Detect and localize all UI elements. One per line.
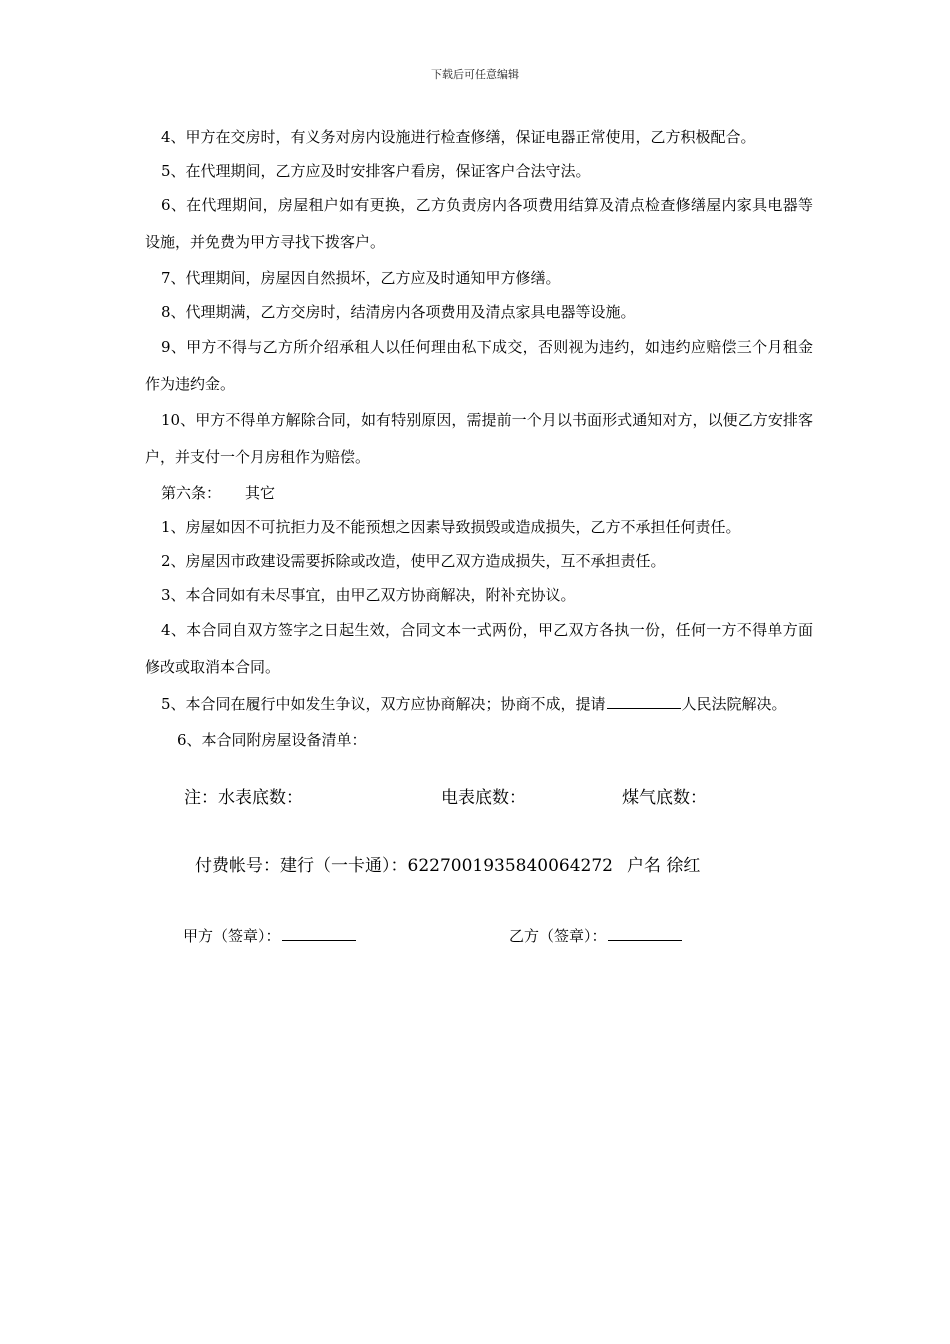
party-a-label: 甲方（签章）： (183, 927, 281, 945)
clause-5: 5、在代理期间，乙方应及时安排客户看房，保证客户合法守法。 (161, 162, 591, 180)
article-6-heading: 第六条： (161, 484, 222, 502)
item-5-text-before: 5、本合同在履行中如发生争议，双方应协商解决；协商不成，提请 (161, 695, 606, 713)
water-meter-label: 注：水表底数： (184, 788, 303, 808)
contract-body (145, 120, 813, 757)
article-6-item-6: 6、本合同附房屋设备清单： (177, 731, 367, 749)
clause-8: 8、代理期满，乙方交房时，结清房内各项费用及清点家具电器等设施。 (161, 303, 636, 321)
account-label: 付费帐号：建行（一卡通）：6227001935840064272 (195, 856, 614, 876)
article-6-item-2: 2、房屋因市政建设需要拆除或改造，使甲乙双方造成损失，互不承担责任。 (161, 552, 666, 570)
item-5-text-after: 人民法院解决。 (681, 695, 787, 713)
account-holder: 户名 徐红 (627, 856, 701, 876)
electric-meter-label: 电表底数： (441, 788, 526, 808)
clause-10: 10、甲方不得单方解除合同，如有特别原因，需提前一个月以书面形式通知对方，以便乙方安排客户，并支付一个月房租作为赔偿。 (145, 411, 813, 466)
article-6-item-5 (145, 686, 813, 723)
payment-account (195, 854, 700, 878)
party-a-signature (183, 922, 357, 948)
clause-4: 4、甲方在交房时，有义务对房内设施进行检查修缮，保证电器正常使用，乙方积极配合。 (161, 128, 756, 146)
article-6-item-1: 1、房屋如因不可抗拒力及不能预想之因素导致损毁或造成损失，乙方不承担任何责任。 (161, 518, 741, 536)
gas-meter-label: 煤气底数： (622, 788, 707, 808)
article-6-item-3: 3、本合同如有未尽事宜，由甲乙双方协商解决，附补充协议。 (161, 586, 576, 604)
clause-9: 9、甲方不得与乙方所介绍承租人以任何理由私下成交，否则视为违约，如违约应赔偿三个月租金作为违约金。 (145, 338, 813, 393)
article-6-title: 其它 (245, 484, 276, 502)
party-b-signature (509, 922, 683, 948)
clause-7: 7、代理期间，房屋因自然损坏，乙方应及时通知甲方修缮。 (161, 269, 561, 287)
court-blank (607, 690, 681, 709)
article-6-heading-row (145, 476, 813, 510)
party-b-label: 乙方（签章）： (509, 927, 607, 945)
party-b-blank (608, 922, 682, 941)
party-a-blank (282, 922, 356, 941)
clause-6: 6、在代理期间，房屋租户如有更换，乙方负责房内各项费用结算及清点检查修缮屋内家具电器等设施，并免费为甲方寻找下拨客户。 (145, 196, 813, 251)
article-6-item-4: 4、本合同自双方签字之日起生效，合同文本一式两份，甲乙双方各执一份，任何一方不得单方面修改或取消本合同。 (145, 621, 813, 676)
header-note: 下载后可任意编辑 (431, 68, 519, 81)
